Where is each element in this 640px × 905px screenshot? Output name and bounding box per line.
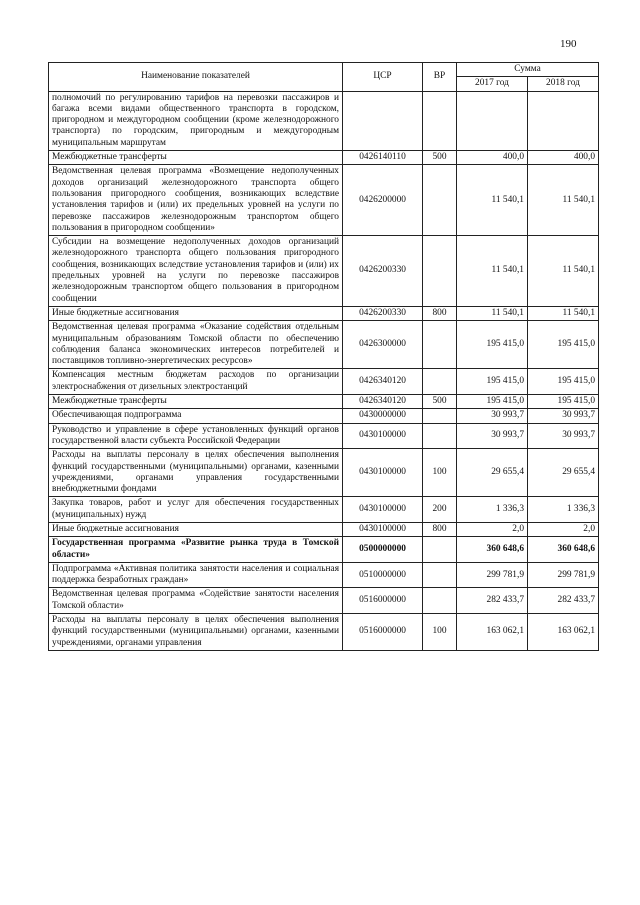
table-row xyxy=(49,423,599,449)
row-csr: 0426200330 xyxy=(343,236,423,307)
row-csr: 0426300000 xyxy=(343,321,423,369)
row-sum-2017: 195 415,0 xyxy=(457,395,528,409)
row-csr: 0426340120 xyxy=(343,395,423,409)
row-csr: 0430100000 xyxy=(343,497,423,523)
budget-table xyxy=(48,62,599,651)
row-name: Подпрограмма «Активная политика занятости населения и социальная поддержка безработных граждан» xyxy=(49,562,343,588)
row-vr xyxy=(423,165,457,236)
row-sum-2018 xyxy=(528,91,599,150)
row-name: Расходы на выплаты персоналу в целях обеспечения выполнения функций государственными (муниципальными) органами, казенными учреждениями, органами управления государственными внебюджетными фондами xyxy=(49,449,343,497)
row-vr: 500 xyxy=(423,151,457,165)
row-vr xyxy=(423,236,457,307)
row-sum-2018: 282 433,7 xyxy=(528,588,599,614)
row-name: Компенсация местным бюджетам расходов по организации электроснабжения от дизельных электростанций xyxy=(49,369,343,395)
row-csr xyxy=(343,91,423,150)
row-sum-2018: 195 415,0 xyxy=(528,321,599,369)
row-csr: 0516000000 xyxy=(343,614,423,651)
row-name: Обеспечивающая подпрограмма xyxy=(49,409,343,423)
row-csr: 0500000000 xyxy=(343,537,423,563)
table-row xyxy=(49,151,599,165)
row-name: Государственная программа «Развитие рынка труда в Томской области» xyxy=(49,537,343,563)
row-sum-2017: 282 433,7 xyxy=(457,588,528,614)
header-name: Наименование показателей xyxy=(49,63,343,92)
table-row xyxy=(49,522,599,536)
table-row xyxy=(49,588,599,614)
header-csr: ЦСР xyxy=(343,63,423,92)
row-sum-2018: 360 648,6 xyxy=(528,537,599,563)
row-sum-2017: 2,0 xyxy=(457,522,528,536)
row-sum-2017: 11 540,1 xyxy=(457,306,528,320)
row-csr: 0516000000 xyxy=(343,588,423,614)
row-sum-2017: 360 648,6 xyxy=(457,537,528,563)
table-row xyxy=(49,409,599,423)
row-vr: 100 xyxy=(423,449,457,497)
row-sum-2017: 195 415,0 xyxy=(457,321,528,369)
row-sum-2018: 11 540,1 xyxy=(528,306,599,320)
table-row xyxy=(49,306,599,320)
row-sum-2018: 11 540,1 xyxy=(528,236,599,307)
row-vr xyxy=(423,423,457,449)
row-csr: 0426200330 xyxy=(343,306,423,320)
row-sum-2017: 195 415,0 xyxy=(457,369,528,395)
row-name: Руководство и управление в сфере установленных функций органов государственной власти субъекта Российской Федерации xyxy=(49,423,343,449)
table-row xyxy=(49,369,599,395)
table-row xyxy=(49,614,599,651)
row-vr xyxy=(423,588,457,614)
row-csr: 0430100000 xyxy=(343,522,423,536)
row-sum-2018: 30 993,7 xyxy=(528,409,599,423)
table-row xyxy=(49,165,599,236)
row-vr: 200 xyxy=(423,497,457,523)
row-vr xyxy=(423,91,457,150)
row-name: Закупка товаров, работ и услуг для обеспечения государственных (муниципальных) нужд xyxy=(49,497,343,523)
table-row xyxy=(49,236,599,307)
table-row xyxy=(49,91,599,150)
header-year-2017: 2017 год xyxy=(457,77,528,91)
row-vr xyxy=(423,321,457,369)
row-sum-2017: 30 993,7 xyxy=(457,409,528,423)
row-vr xyxy=(423,369,457,395)
row-sum-2017: 11 540,1 xyxy=(457,165,528,236)
row-csr: 0430000000 xyxy=(343,409,423,423)
row-csr: 0426140110 xyxy=(343,151,423,165)
row-vr xyxy=(423,409,457,423)
row-csr: 0430100000 xyxy=(343,423,423,449)
row-vr: 800 xyxy=(423,522,457,536)
row-name: Иные бюджетные ассигнования xyxy=(49,306,343,320)
row-sum-2018: 163 062,1 xyxy=(528,614,599,651)
row-name: Межбюджетные трансферты xyxy=(49,395,343,409)
row-sum-2017 xyxy=(457,91,528,150)
row-vr: 500 xyxy=(423,395,457,409)
row-sum-2017: 163 062,1 xyxy=(457,614,528,651)
row-csr: 0426200000 xyxy=(343,165,423,236)
row-sum-2018: 2,0 xyxy=(528,522,599,536)
row-vr xyxy=(423,562,457,588)
row-sum-2018: 195 415,0 xyxy=(528,369,599,395)
header-sum: Сумма xyxy=(457,63,599,77)
row-vr: 100 xyxy=(423,614,457,651)
row-sum-2017: 299 781,9 xyxy=(457,562,528,588)
row-sum-2017: 400,0 xyxy=(457,151,528,165)
row-csr: 0426340120 xyxy=(343,369,423,395)
header-vr: ВР xyxy=(423,63,457,92)
header-year-2018: 2018 год xyxy=(528,77,599,91)
table-header xyxy=(49,63,599,92)
row-csr: 0430100000 xyxy=(343,449,423,497)
row-name: Межбюджетные трансферты xyxy=(49,151,343,165)
row-name: Ведомственная целевая программа «Оказание содействия отдельным муниципальным образованиям Томской области по обеспечению соблюдения баланса экономических интересов потребителей и поставщиков топливно-энергетических ресурсов» xyxy=(49,321,343,369)
row-sum-2017: 29 655,4 xyxy=(457,449,528,497)
table-body xyxy=(49,91,599,650)
row-name: полномочий по регулированию тарифов на перевозки пассажиров и багажа всеми видами общественного транспорта в городском, пригородном и междугородном сообщении (кроме железнодорожного транспорта) по городским, пригородным и междугородным муниципальным маршрутам xyxy=(49,91,343,150)
table-row xyxy=(49,497,599,523)
row-name: Расходы на выплаты персоналу в целях обеспечения выполнения функций государственными (муниципальными) органами, казенными учреждениями, органами управления xyxy=(49,614,343,651)
row-sum-2018: 299 781,9 xyxy=(528,562,599,588)
table-row xyxy=(49,395,599,409)
page-number: 190 xyxy=(560,38,577,50)
row-name: Ведомственная целевая программа «Возмещение недополученных доходов организаций железнодорожного транспорта общего пользования пригородного сообщения, возникающих вследствие установления тарифов и (или) их предельных уровней на услуги по перевозке пассажиров железнодорожным транспортом общего пользования в пригородном сообщении» xyxy=(49,165,343,236)
row-sum-2017: 30 993,7 xyxy=(457,423,528,449)
row-name: Иные бюджетные ассигнования xyxy=(49,522,343,536)
row-name: Субсидии на возмещение недополученных доходов организаций железнодорожного транспорта общего пользования пригородного сообщения, возникающих вследствие установления тарифов и (или) их предельных уровней на услуги по перевозке пассажиров железнодорожным транспортом общего пользования в пригородном сообщении xyxy=(49,236,343,307)
table-row xyxy=(49,449,599,497)
table-row xyxy=(49,537,599,563)
row-name: Ведомственная целевая программа «Содействие занятости населения Томской области» xyxy=(49,588,343,614)
row-csr: 0510000000 xyxy=(343,562,423,588)
row-sum-2018: 195 415,0 xyxy=(528,395,599,409)
row-sum-2018: 1 336,3 xyxy=(528,497,599,523)
row-sum-2018: 11 540,1 xyxy=(528,165,599,236)
row-sum-2017: 1 336,3 xyxy=(457,497,528,523)
table-row xyxy=(49,562,599,588)
row-sum-2018: 29 655,4 xyxy=(528,449,599,497)
row-sum-2018: 400,0 xyxy=(528,151,599,165)
row-vr xyxy=(423,537,457,563)
row-sum-2017: 11 540,1 xyxy=(457,236,528,307)
row-vr: 800 xyxy=(423,306,457,320)
table-row xyxy=(49,321,599,369)
row-sum-2018: 30 993,7 xyxy=(528,423,599,449)
